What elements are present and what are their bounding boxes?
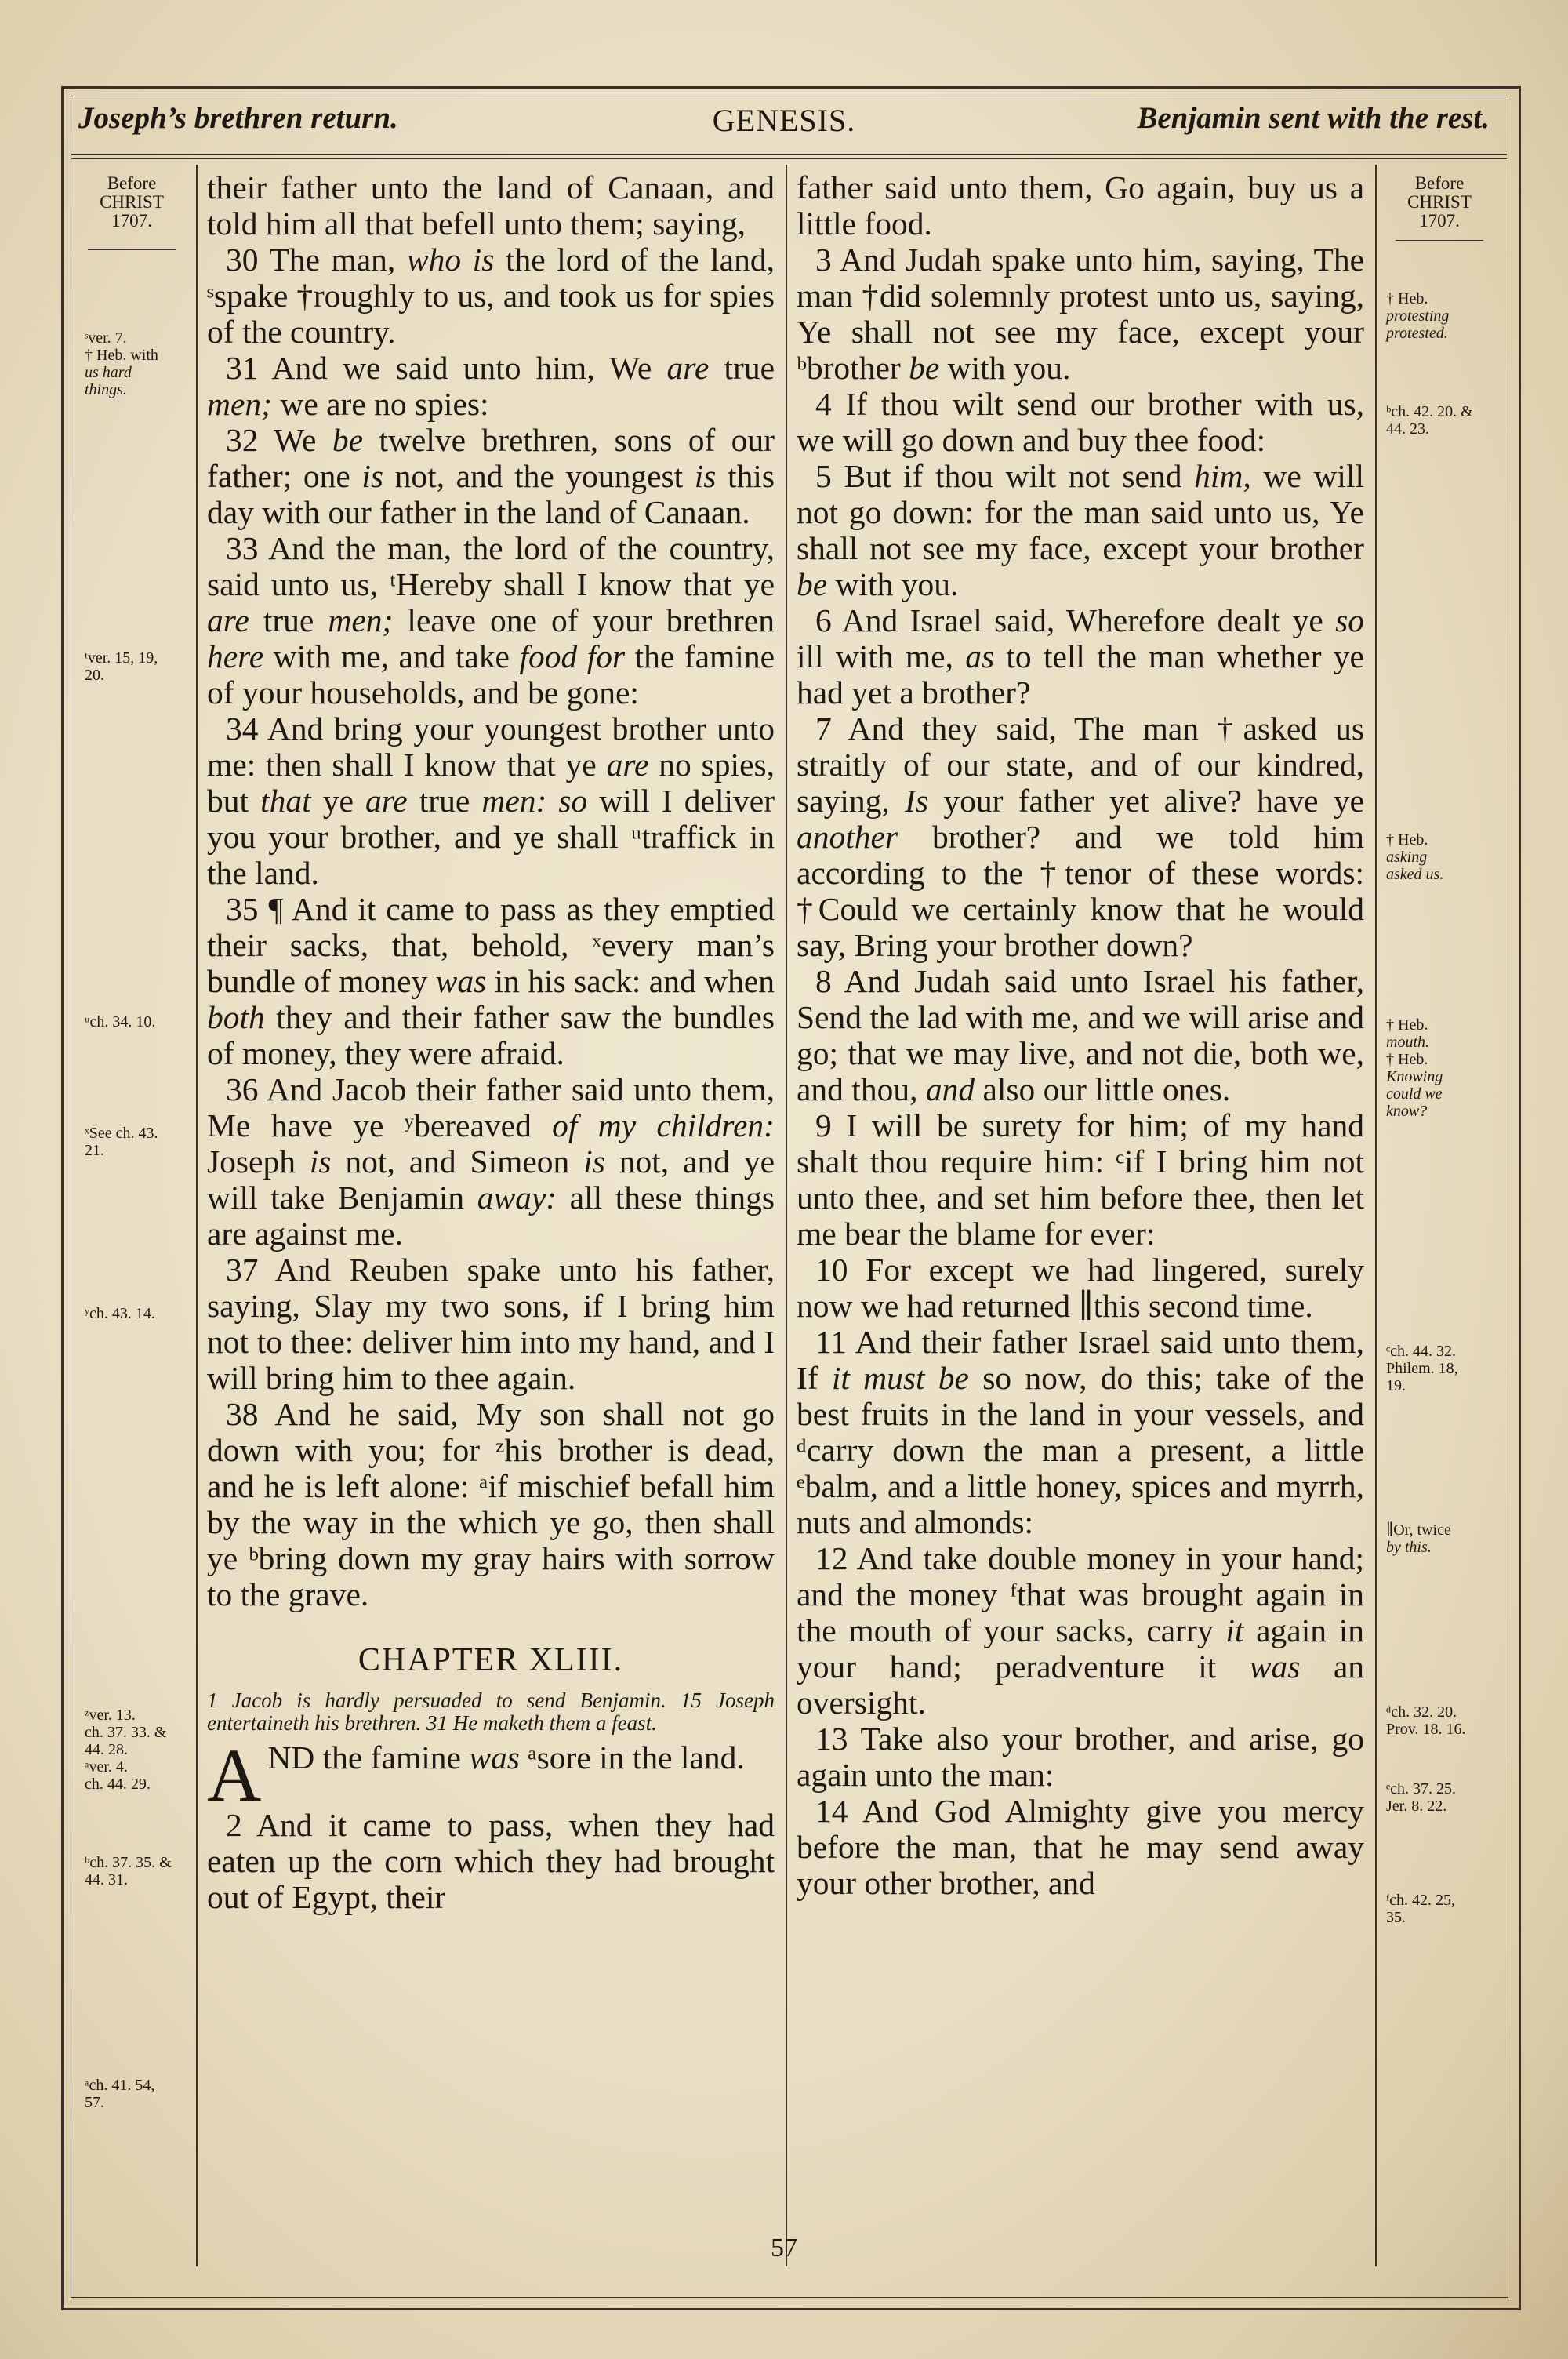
verse-2 xyxy=(207,1807,775,1915)
text: 10 For except we had lingered, surely now we had returned ∥this second time. xyxy=(797,1252,1364,1324)
left-margin-heading-rule xyxy=(88,249,176,250)
text: 37 And Reuben spake unto his father, saying, Slay my two sons, if I bring him not to thee: deliver him into my hand, and I will bring him to thee again. xyxy=(207,1252,775,1396)
text: 33 And the man, the lord of the country, said unto us, ᵗHereby shall I know that ye xyxy=(207,530,775,602)
right-note-c xyxy=(1386,1343,1458,1394)
verse-3 xyxy=(797,242,1364,386)
italic-text: men; xyxy=(207,386,272,422)
note-line: ᵃch. 41. 54, xyxy=(85,2077,155,2094)
note-line: 21. xyxy=(85,1142,104,1159)
text: to tell the man whether ye had yet a brother? xyxy=(797,638,1364,711)
italic-text: that xyxy=(260,783,311,819)
italic-text: men: so xyxy=(481,783,588,819)
text: 32 We xyxy=(226,422,332,458)
text: 34 And bring your youngest brother unto me: then shall I know that ye xyxy=(207,711,775,783)
text: the famine of your households, and be gone: xyxy=(207,638,775,711)
text: 3 And Judah spake unto him, saying, The man †did solemnly protest unto us, saying, Ye shall not see my face, except your ᵇbrother xyxy=(797,242,1364,386)
right-margin-heading xyxy=(1392,174,1486,231)
text: also our little ones. xyxy=(975,1071,1231,1107)
note-line: Jer. 8. 22. xyxy=(1386,1797,1447,1815)
verse-9 xyxy=(797,1107,1364,1252)
note-line: 19. xyxy=(1386,1377,1406,1394)
left-note-s xyxy=(85,329,158,398)
note-line: † Heb. xyxy=(1386,1016,1428,1034)
note-line: 44. 23. xyxy=(1386,420,1429,438)
italic-text: him, xyxy=(1194,458,1251,494)
note-line: protested. xyxy=(1386,325,1448,342)
note-line: ᵇch. 42. 20. & xyxy=(1386,403,1473,420)
note-line: 20. xyxy=(85,667,104,684)
note-line: ˣSee ch. 43. xyxy=(85,1125,158,1142)
text: ye xyxy=(310,783,365,819)
italic-text: was xyxy=(1249,1648,1301,1685)
note-line: ˢver. 7. xyxy=(85,329,127,347)
note-line: ∥Or, twice xyxy=(1386,1521,1451,1539)
text: in his sack: and when xyxy=(486,963,775,999)
text: 6 And Israel said, Wherefore dealt ye xyxy=(815,602,1336,638)
verse-37 xyxy=(207,1252,775,1396)
verse-38 xyxy=(207,1396,775,1612)
verse-6 xyxy=(797,602,1364,711)
text: this day with our father in the land of Canaan. xyxy=(207,458,775,530)
christ-label: CHRIST xyxy=(100,192,164,212)
text-column-left xyxy=(207,169,775,1915)
note-line: by this. xyxy=(1386,1539,1432,1556)
note-line: † Heb. xyxy=(1386,290,1428,307)
note-line: ᵇch. 37. 35. & xyxy=(85,1854,172,1871)
header-rule xyxy=(71,154,1507,155)
left-margin-divider xyxy=(196,165,198,2266)
italic-text: was xyxy=(435,963,487,999)
note-line: 44. 28. xyxy=(85,1741,128,1758)
italic-text: here xyxy=(207,638,264,674)
verse-32 xyxy=(207,422,775,530)
chapter-summary: 1 Jacob is hardly persuaded to send Benjamin. 15 Joseph entertaineth his brethren. 31 He maketh them a feast. xyxy=(207,1688,775,1735)
note-line: ᶠch. 42. 25, xyxy=(1386,1892,1456,1909)
text: 4 If thou wilt send our brother with us, we will go down and buy thee food: xyxy=(797,386,1364,458)
italic-text: are xyxy=(666,350,710,386)
left-note-t xyxy=(85,649,158,684)
text: ND the famine xyxy=(267,1739,470,1776)
text: no spies, but xyxy=(207,747,775,819)
italic-text: be xyxy=(797,566,828,602)
italic-text: are xyxy=(606,747,649,783)
text: with me, and take xyxy=(263,638,520,674)
verse-11 xyxy=(797,1324,1364,1540)
left-note-u xyxy=(85,1013,155,1030)
right-note-mouth xyxy=(1386,1016,1443,1120)
right-note-d xyxy=(1386,1703,1465,1738)
italic-text: so xyxy=(1335,602,1364,638)
verse-5 xyxy=(797,458,1364,602)
note-line: † Heb. xyxy=(1386,1051,1428,1068)
running-head-left: Joseph’s brethren return. xyxy=(78,101,398,135)
note-line: 44. 31. xyxy=(85,1871,128,1888)
text: ᵃsore in the land. xyxy=(519,1739,745,1776)
note-line: † Heb. with xyxy=(85,347,158,364)
text: 8 And Judah said unto Israel his father, Send the lad with me, and we will arise and go; that we may live, and not die, both we, and thou, xyxy=(797,963,1364,1107)
right-note-protest xyxy=(1386,290,1449,342)
verse-33 xyxy=(207,530,775,711)
note-line: ᶻver. 13. xyxy=(85,1707,136,1724)
note-line: could we xyxy=(1386,1085,1443,1103)
text: Joseph xyxy=(207,1143,310,1180)
text: 38 And he said, My son shall not go down with you; for ᶻhis brother is dead, and he is left alone: ᵃif mischief befall him by the way in the which ye go, then shall ye ᵇbring down my gray hairs with sorrow to the grave. xyxy=(207,1396,775,1612)
note-line: 35. xyxy=(1386,1909,1406,1926)
italic-text: who is xyxy=(406,242,495,278)
italic-text: was xyxy=(469,1739,520,1776)
text: 5 But if thou wilt not send xyxy=(815,458,1195,494)
note-line: ᶜch. 44. 32. xyxy=(1386,1343,1456,1360)
left-margin-heading xyxy=(85,174,179,231)
text: 30 The man, xyxy=(226,242,407,278)
before-label: Before xyxy=(107,173,157,193)
italic-text: as xyxy=(965,638,995,674)
verse-8 xyxy=(797,963,1364,1107)
christ-label: CHRIST xyxy=(1407,192,1472,212)
note-line: us hard xyxy=(85,364,132,381)
text: 13 Take also your brother, and arise, go again unto the man: xyxy=(797,1721,1364,1793)
italic-text: men; xyxy=(328,602,394,638)
text: all these things are against me. xyxy=(207,1180,775,1252)
text: father said unto them, Go again, buy us a little food. xyxy=(797,169,1364,242)
text: with you. xyxy=(827,566,959,602)
note-line: protesting xyxy=(1386,307,1450,325)
before-label: Before xyxy=(1414,173,1465,193)
italic-text: is xyxy=(583,1143,605,1180)
verse-14 xyxy=(797,1793,1364,1901)
verse-10 xyxy=(797,1252,1364,1324)
right-note-e xyxy=(1386,1780,1456,1815)
text: 11 And their father Israel said unto them, If xyxy=(797,1324,1364,1396)
italic-text: of my children: xyxy=(552,1107,775,1143)
verse-1 xyxy=(207,1733,775,1817)
text: 14 And God Almighty give you mercy before the man, that he may send away your other brother, and xyxy=(797,1793,1364,1901)
note-line: 57. xyxy=(85,2094,104,2111)
text: ˢspake †roughly to us, and took us for spies of the country. xyxy=(207,278,775,350)
italic-text: food for xyxy=(519,638,626,674)
text: an oversight. xyxy=(797,1648,1364,1721)
verse-13 xyxy=(797,1721,1364,1793)
text: 36 And Jacob their father said unto them, Me have ye ʸbereaved xyxy=(207,1071,775,1143)
text: leave one of your brethren xyxy=(393,602,775,638)
verse-34 xyxy=(207,711,775,891)
text: your father yet alive? have ye xyxy=(928,783,1364,819)
page-number: 57 xyxy=(771,2234,797,2263)
note-line: Knowing xyxy=(1386,1068,1443,1085)
text: not, and Simeon xyxy=(331,1143,584,1180)
italic-text: are xyxy=(207,602,249,638)
verse-12 xyxy=(797,1540,1364,1721)
italic-text: and xyxy=(925,1071,975,1107)
note-line: ᵈch. 32. 20. xyxy=(1386,1703,1457,1721)
text-column-right xyxy=(797,169,1364,1901)
right-margin-divider xyxy=(1375,165,1377,2266)
note-line: ch. 37. 33. & xyxy=(85,1724,167,1741)
verse-29-end xyxy=(207,169,775,242)
text: they and their father saw the bundles of money, they were afraid. xyxy=(207,999,775,1071)
text: brother? and we told him according to the †tenor of these words: †Could we certainly know that he would say, Bring your brother down? xyxy=(797,819,1364,963)
text: not, and the youngest xyxy=(383,458,695,494)
verse-31 xyxy=(207,350,775,422)
text: 12 And take double money in your hand; and the money ᶠthat was brought again in the mouth of your sacks, carry xyxy=(797,1540,1364,1648)
note-line: ᵘch. 34. 10. xyxy=(85,1013,156,1030)
drop-cap: A xyxy=(207,1733,262,1817)
right-margin-heading-rule xyxy=(1396,240,1483,241)
note-line: ᵉch. 37. 25. xyxy=(1386,1780,1457,1797)
italic-text: is xyxy=(694,458,717,494)
right-note-b xyxy=(1386,403,1473,438)
right-note-f xyxy=(1386,1892,1455,1926)
note-line: ʸch. 43. 14. xyxy=(85,1305,155,1322)
chapter-heading: CHAPTER XLIII. xyxy=(358,1642,624,1678)
text: their father unto the land of Canaan, and told him all that befell unto them; saying, xyxy=(207,169,775,242)
verse-30 xyxy=(207,242,775,350)
left-note-x xyxy=(85,1125,158,1159)
italic-text: another xyxy=(797,819,898,855)
italic-text: is xyxy=(361,458,384,494)
verse-4 xyxy=(797,386,1364,458)
column-divider xyxy=(786,165,787,2266)
italic-text: is xyxy=(309,1143,332,1180)
italic-text: away: xyxy=(477,1180,557,1216)
note-line: ᵗver. 15, 19, xyxy=(85,649,158,667)
italic-text: Is xyxy=(905,783,929,819)
text: not, and ye will take Benjamin xyxy=(207,1143,775,1216)
note-line: things. xyxy=(85,381,127,398)
note-line: Philem. 18, xyxy=(1386,1360,1458,1377)
text: so now, do this; take of the best fruits in the land in your vessels, and ᵈcarry down the man a present, a little ᵉbalm, and a little honey, spices and myrrh, nuts and almonds: xyxy=(797,1360,1364,1540)
italic-text: both xyxy=(207,999,265,1035)
italic-text: are xyxy=(365,783,408,819)
note-line: ᵃver. 4. xyxy=(85,1758,128,1776)
italic-text: it must be xyxy=(831,1360,969,1396)
running-head-right: Benjamin sent with the rest. xyxy=(1137,101,1490,135)
year-label: 1707. xyxy=(1419,211,1460,231)
text: true xyxy=(407,783,482,819)
left-note-z xyxy=(85,1707,166,1793)
verse-36 xyxy=(207,1071,775,1252)
text: with you. xyxy=(939,350,1071,386)
book-title: GENESIS. xyxy=(712,103,856,138)
right-note-twice xyxy=(1386,1521,1451,1556)
verse-7 xyxy=(797,711,1364,963)
note-line: know? xyxy=(1386,1103,1428,1120)
text: ill with me, xyxy=(797,638,966,674)
right-note-asking xyxy=(1386,831,1443,883)
italic-text: it xyxy=(1225,1612,1244,1648)
note-line: asked us. xyxy=(1386,866,1444,883)
note-line: † Heb. xyxy=(1386,831,1428,849)
text: twelve brethren, sons of our father; one xyxy=(207,422,775,494)
verse-35 xyxy=(207,891,775,1071)
text: we will not go down: for the man said unto us, Ye shall not see my face, except your brother xyxy=(797,458,1365,566)
text: 7 And they said, The man †asked us straitly of our state, and of our kindred, saying, xyxy=(797,711,1364,819)
text: 9 I will be surety for him; of my hand shalt thou require him: ᶜif I bring him not unto thee, and set him before thee, then let me bear the blame for ever: xyxy=(797,1107,1364,1252)
text: true xyxy=(249,602,328,638)
note-line: ch. 44. 29. xyxy=(85,1776,151,1793)
left-note-y xyxy=(85,1305,155,1322)
year-label: 1707. xyxy=(111,211,152,231)
note-line: asking xyxy=(1386,849,1428,866)
text: 35 ¶ And it came to pass as they emptied their sacks, that, behold, ˣevery man’s bundle of money xyxy=(207,891,775,999)
text: we are no spies: xyxy=(271,386,489,422)
text: 31 And we said unto him, We xyxy=(226,350,667,386)
left-note-a xyxy=(85,2077,154,2111)
verse-2-end xyxy=(797,169,1364,242)
text: will I deliver you your brother, and ye shall ᵘtraffick in the land. xyxy=(207,783,775,891)
italic-text: be xyxy=(332,422,364,458)
left-note-b xyxy=(85,1854,172,1888)
text: the lord of the land, xyxy=(494,242,775,278)
text: again in your hand; peradventure it xyxy=(797,1612,1364,1685)
italic-text: be xyxy=(909,350,940,386)
header-rule-thin xyxy=(71,158,1507,159)
note-line: mouth. xyxy=(1386,1034,1429,1051)
text: 2 And it came to pass, when they had eaten up the corn which they had brought out of Egypt, their xyxy=(207,1807,775,1915)
note-line: Prov. 18. 16. xyxy=(1386,1721,1466,1738)
text: true xyxy=(709,350,775,386)
